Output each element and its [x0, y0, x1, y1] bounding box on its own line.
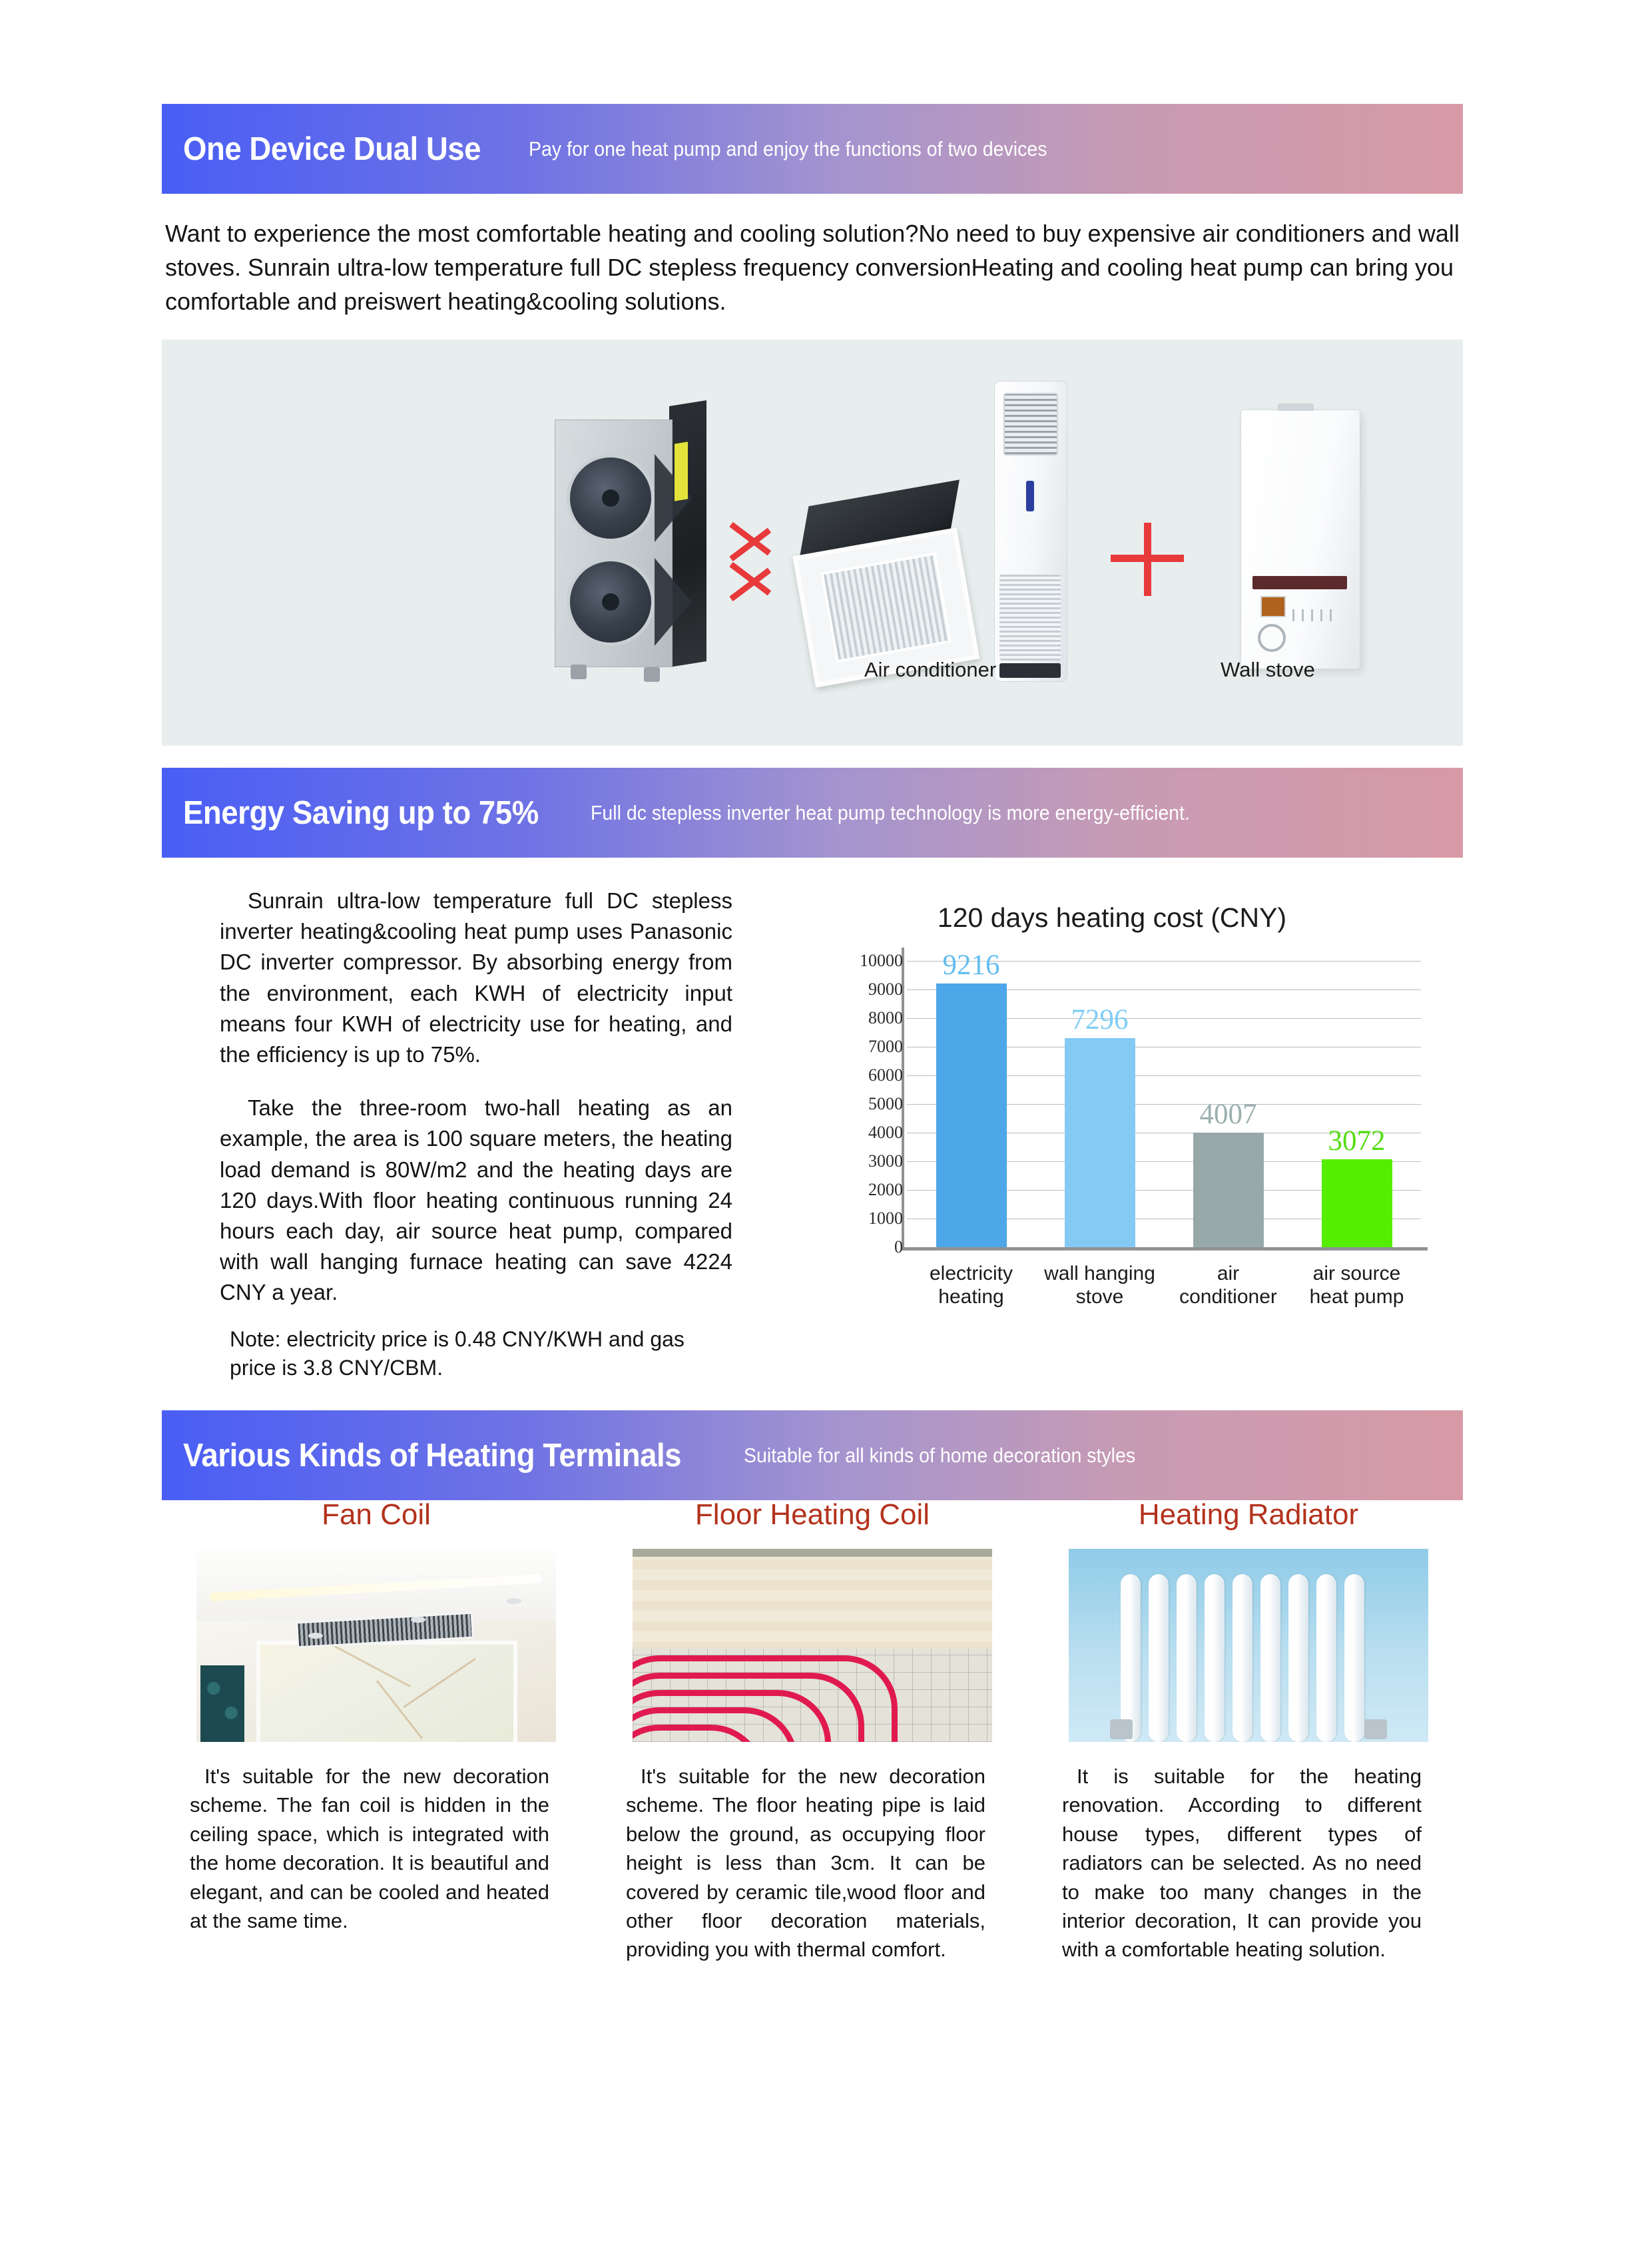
energy-note: Note: electricity price is 0.48 CNY/KWH and gas price is 3.8 CNY/CBM. [230, 1327, 685, 1380]
banner-one-device-dual-use [162, 104, 1463, 194]
heating-cost-bar-chart [766, 902, 1458, 1328]
radiator-column [1316, 1574, 1336, 1742]
floor-standing-air-conditioner-illustration [994, 381, 1067, 681]
chart-y-tick-label: 9000 [868, 980, 903, 999]
radiator-column [1288, 1574, 1308, 1742]
card-description: It's suitable for the new decoration scheme. The fan coil is hidden in the ceiling space, which is integrated with the home decoration. It is beautiful and elegant, and can be cooled and heated at the same time. [190, 1765, 549, 1932]
card-title: Heating Radiator [1138, 1498, 1359, 1531]
card-description: It is suitable for the heating renovation. According to different house types, different types of radiators can be selected. As no need to make too many changes in the interior decoration, It can provide you with a comfortable heating solution. [1062, 1765, 1422, 1962]
chart-y-tick-label: 1000 [868, 1209, 903, 1228]
banner-energy-saving [162, 768, 1463, 858]
hero-label-air-conditioner: Air conditioner [864, 658, 997, 681]
chart-y-tick-label: 0 [894, 1237, 903, 1257]
radiator-column [1177, 1574, 1197, 1742]
floor-heating-coil-image [633, 1549, 992, 1742]
intro-paragraph: Want to experience the most comfortable heating and cooling solution?No need to buy expensive air conditioners and wall stoves. Sunrain ultra-low temperature full DC stepless frequency conversionHeating and cooling heat pump can bring you comfortable and preiswert heating&cooling solutions. [165, 220, 1460, 316]
radiator-column [1205, 1574, 1225, 1742]
banner-title: One Device Dual Use [183, 131, 481, 167]
chart-title: 120 days heating cost (CNY) [937, 902, 1287, 933]
chart-y-tick-label: 6000 [868, 1065, 903, 1085]
banner-title: Various Kinds of Heating Terminals [183, 1437, 682, 1474]
chart-y-tick-label: 2000 [868, 1180, 903, 1199]
chart-x-tick-label: air conditioner [1179, 1262, 1277, 1308]
chart-y-tick-label: 8000 [868, 1008, 903, 1027]
chart-bar [936, 983, 1007, 1247]
chart-x-tick-label: electricity heating [929, 1262, 1013, 1308]
card-description: It's suitable for the new decoration scheme. The floor heating pipe is laid below the ground, as occupying floor height is less than 3cm. It can be covered by ceramic tile,wood floor and other floor decoration materials, providing you with thermal comfort. [626, 1765, 985, 1962]
chart-bar-value-label: 3072 [1328, 1125, 1386, 1157]
chart-bar [1193, 1133, 1264, 1247]
chart-y-tick-label: 5000 [868, 1094, 903, 1113]
chart-y-tick-label: 10000 [860, 951, 903, 970]
energy-paragraph-1: Sunrain ultra-low temperature full DC stepless inverter heating&cooling heat pump uses Panasonic DC inverter compressor. By absorbing energy from the environment, each KWH of electricity input means four KWH of electricity use for heating, and the efficiency is up to 75%. [220, 888, 732, 1067]
radiator-column [1233, 1574, 1252, 1742]
chart-x-tick-label: wall hanging stove [1044, 1262, 1155, 1308]
chart-y-tick-label: 3000 [868, 1151, 903, 1171]
hero-label-wall-stove: Wall stove [1221, 658, 1315, 681]
chart-bar [1322, 1159, 1392, 1247]
radiator-column [1260, 1574, 1280, 1742]
card-title: Fan Coil [322, 1498, 431, 1531]
chart-bar-value-label: 4007 [1199, 1098, 1257, 1130]
heating-radiator-image [1069, 1549, 1428, 1742]
card-fan-coil [190, 1498, 563, 1935]
card-floor-heating-coil [626, 1498, 999, 1964]
product-comparison-image [162, 340, 1463, 746]
fan-coil-image [196, 1549, 556, 1742]
chart-x-tick-label: air source heat pump [1309, 1262, 1404, 1308]
radiator-column [1121, 1574, 1141, 1742]
chart-bar-value-label: 9216 [942, 949, 1000, 981]
banner-subtitle: Full dc stepless inverter heat pump technology is more energy-efficient. [590, 800, 1190, 824]
plus-icon [1111, 523, 1184, 596]
chart-x-axis [902, 1247, 1428, 1251]
chart-plot-area [860, 949, 1421, 1308]
wall-stove-illustration [1240, 410, 1374, 669]
banner-title: Energy Saving up to 75% [183, 794, 539, 831]
energy-paragraph-2: Take the three-room two-hall heating as an example, the area is 100 square meters, the heating load demand is 80W/m2 and the heating days are 120 days.With floor heating continuous running 24 hours each day, air source heat pump, compared with wall hanging furnace heating can save 4224 CNY a year. [220, 1095, 732, 1305]
chart-bar [1065, 1038, 1135, 1247]
heat-pump-unit-illustration [555, 406, 708, 673]
banner-subtitle: Pay for one heat pump and enjoy the functions of two devices [528, 137, 1047, 160]
banner-heating-terminals [162, 1410, 1463, 1500]
card-title: Floor Heating Coil [694, 1498, 930, 1531]
chart-y-tick-label: 4000 [868, 1123, 903, 1142]
chart-bar-value-label: 7296 [1071, 1004, 1129, 1036]
energy-saving-text-column [220, 886, 732, 1330]
radiator-column [1344, 1574, 1364, 1742]
banner-subtitle: Suitable for all kinds of home decoration styles [744, 1443, 1136, 1467]
chart-y-tick-label: 7000 [868, 1037, 903, 1056]
card-heating-radiator [1062, 1498, 1435, 1964]
greater-than-icon [731, 509, 791, 606]
radiator-column [1149, 1574, 1169, 1742]
